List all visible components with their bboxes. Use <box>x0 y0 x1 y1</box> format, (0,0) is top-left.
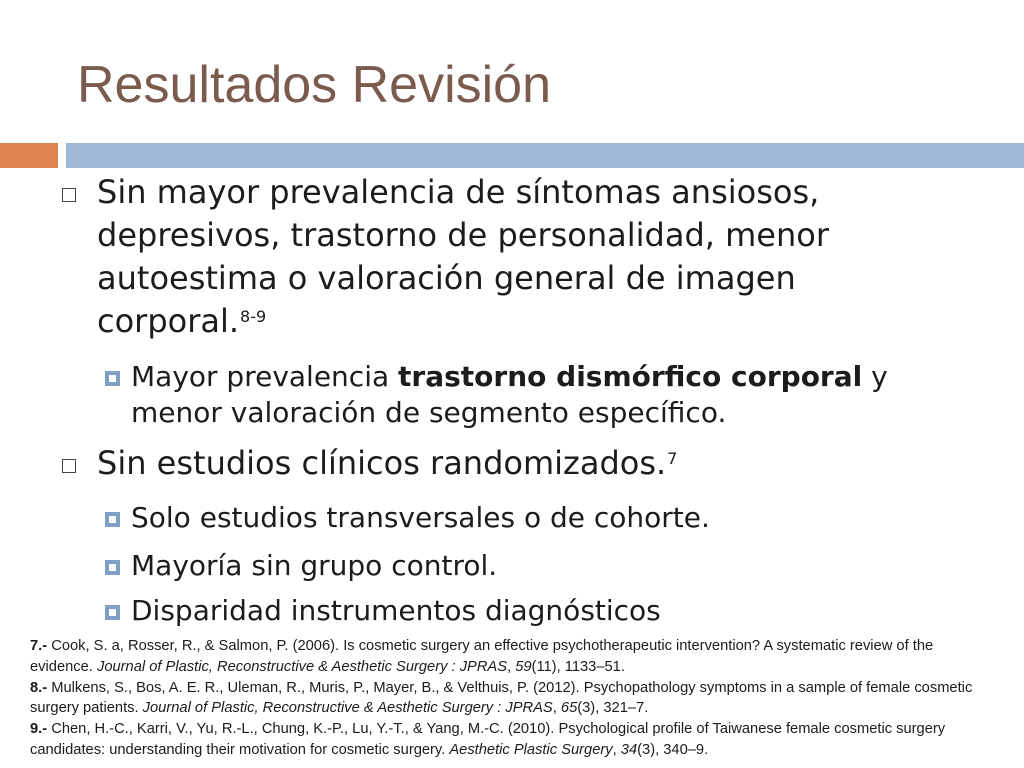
bullet-point-1-line-4 <box>97 300 829 343</box>
reference-9-text-cont: candidates: understanding their motivation for cosmetic surgery. <box>30 741 450 758</box>
bullet-point-1-line-2: depresivos, trastorno de personalidad, menor <box>97 216 829 254</box>
bullet-point-1-line-1: Sin mayor prevalencia de síntomas ansiosos, <box>97 173 820 211</box>
square-bullet-icon <box>105 560 120 575</box>
sub-point-1-text-after: y <box>862 360 888 393</box>
reference-8-line-1 <box>30 678 972 699</box>
bullet-point-1 <box>97 171 829 343</box>
bullet-point-1-line-3: autoestima o valoración general de imagen <box>97 259 796 297</box>
reference-7-text: Cook, S. a, Rosser, R., & Salmon, P. (2006). Is cosmetic surgery an effective psychotherapeutic intervention? A systematic review of the <box>47 638 934 654</box>
square-bullet-icon <box>105 605 120 620</box>
reference-9-separator: , <box>612 741 621 758</box>
sub-point-4 <box>131 593 661 629</box>
reference-8-text-cont: surgery patients. <box>30 700 143 717</box>
hollow-square-bullet-icon <box>62 188 76 202</box>
reference-8-journal: Journal of Plastic, Reconstructive & Aesthetic Surgery : JPRAS <box>142 700 553 717</box>
sub-point-3 <box>131 548 497 584</box>
sub-point-2 <box>131 500 710 536</box>
reference-7-text-cont: evidence. <box>30 658 97 675</box>
square-bullet-icon <box>105 371 120 386</box>
title-accent-bar-blue <box>66 143 1024 168</box>
reference-8-number: 8.- <box>30 679 48 696</box>
reference-8-separator: , <box>552 700 561 717</box>
reference-7-line-1 <box>30 636 972 657</box>
citation-superscript: 7 <box>667 449 678 468</box>
sub-point-1 <box>131 359 888 431</box>
reference-9-line-2 <box>30 740 972 761</box>
reference-8-volume: 65 <box>560 700 578 717</box>
bullet-point-2-line-1 <box>97 442 677 485</box>
reference-7-number: 7.- <box>30 638 48 654</box>
sub-point-1-line-2: menor valoración de segmento específico. <box>131 396 727 429</box>
reference-9-line-1 <box>30 719 972 740</box>
bullet-point-2 <box>97 442 677 485</box>
hollow-square-bullet-icon <box>62 459 76 473</box>
sub-point-1-emphasis: trastorno dismórfico corporal <box>398 360 863 393</box>
sub-point-3-text: Mayoría sin grupo control. <box>131 549 498 582</box>
citation-superscript: 8-9 <box>240 307 267 326</box>
bullet-point-2-text: Sin estudios clínicos randomizados. <box>97 444 667 482</box>
reference-9-issue-pages: (3), 340–9. <box>637 741 709 758</box>
references <box>30 636 972 761</box>
sub-point-4-text: Disparidad instrumentos diagnósticos <box>131 594 661 627</box>
reference-8-issue-pages: (3), 321–7. <box>577 700 649 717</box>
reference-7-journal: Journal of Plastic, Reconstructive & Aesthetic Surgery : JPRAS <box>96 658 508 675</box>
reference-9-journal: Aesthetic Plastic Surgery <box>449 741 613 758</box>
bullet-point-1-line-4-text: corporal. <box>97 302 240 340</box>
reference-9-volume: 34 <box>620 741 638 758</box>
reference-7-volume: 59 <box>515 658 532 675</box>
reference-9-text: Chen, H.-C., Karri, V., Yu, R.-L., Chung, K.-P., Lu, Y.-T., & Yang, M.-C. (2010). Psychological profile of Taiwanese female cosmetic surgery <box>47 721 946 738</box>
title-accent-bar-orange <box>0 143 58 168</box>
sub-point-2-text: Solo estudios transversales o de cohorte. <box>131 501 710 534</box>
reference-7-issue-pages: (11), 1133–51. <box>531 658 625 675</box>
square-bullet-icon <box>105 512 120 527</box>
reference-8-text: Mulkens, S., Bos, A. E. R., Uleman, R., Muris, P., Mayer, B., & Velthuis, P. (2012). Psychopathology symptoms in a sample of female cosmetic <box>47 679 973 696</box>
slide-title: Resultados Revisión <box>77 56 552 114</box>
reference-7-line-2 <box>30 657 972 678</box>
sub-point-1-line-1 <box>131 359 888 395</box>
reference-7-separator: , <box>507 658 516 675</box>
reference-9-number: 9.- <box>30 721 48 738</box>
reference-8-line-2 <box>30 698 972 719</box>
sub-point-1-text-before: Mayor prevalencia <box>131 360 399 393</box>
